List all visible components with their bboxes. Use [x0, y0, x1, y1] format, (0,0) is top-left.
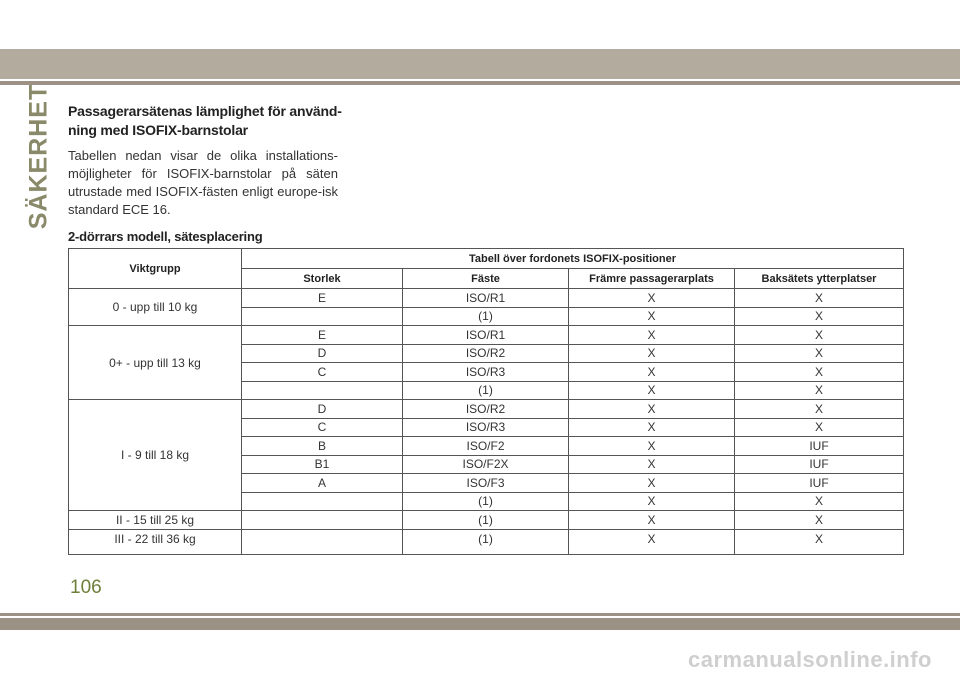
rear-outboard-cell: X: [735, 344, 904, 363]
table-row: [69, 511, 904, 530]
rear-outboard-cell: X: [735, 289, 904, 308]
rear-outboard-cell: X: [735, 363, 904, 382]
size-cell: E: [242, 326, 403, 345]
rear-outboard-cell: X: [735, 492, 904, 511]
header-size: Storlek: [242, 269, 403, 289]
header-rear-outboard: Baksätets ytterplatser: [735, 269, 904, 289]
fixture-cell: ISO/F2X: [403, 455, 569, 474]
size-cell: [242, 511, 403, 530]
fixture-cell: (1): [403, 492, 569, 511]
front-passenger-cell: X: [569, 437, 735, 456]
size-cell: [242, 529, 403, 554]
top-decorative-line: [0, 81, 960, 85]
table-row: [69, 326, 904, 345]
front-passenger-cell: X: [569, 418, 735, 437]
front-passenger-cell: X: [569, 492, 735, 511]
top-decorative-band: [0, 49, 960, 79]
table-row: [69, 400, 904, 419]
rear-outboard-cell: X: [735, 511, 904, 530]
table-row: [69, 529, 904, 554]
intro-paragraph: Tabellen nedan visar de olika installations-möjligheter för ISOFIX-barnstolar på säten utrustade med ISOFIX-fästen enligt europe-isk standard ECE 16.: [68, 148, 338, 217]
bottom-decorative-band: [0, 618, 960, 630]
weight-group-cell: II - 15 till 25 kg: [69, 511, 242, 530]
front-passenger-cell: X: [569, 344, 735, 363]
rear-outboard-cell: IUF: [735, 437, 904, 456]
weight-group-cell: III - 22 till 36 kg: [69, 529, 242, 554]
page-number: 106: [70, 577, 102, 598]
rear-outboard-cell: X: [735, 418, 904, 437]
size-cell: B: [242, 437, 403, 456]
size-cell: [242, 307, 403, 326]
size-cell: D: [242, 344, 403, 363]
rear-outboard-cell: X: [735, 381, 904, 400]
rear-outboard-cell: X: [735, 529, 904, 554]
fixture-cell: ISO/R2: [403, 344, 569, 363]
fixture-cell: ISO/R3: [403, 363, 569, 382]
front-passenger-cell: X: [569, 400, 735, 419]
isofix-table: [68, 248, 904, 555]
size-cell: C: [242, 363, 403, 382]
rear-outboard-cell: IUF: [735, 455, 904, 474]
section-side-tab: [22, 83, 56, 229]
fixture-cell: ISO/F3: [403, 474, 569, 493]
front-passenger-cell: X: [569, 363, 735, 382]
front-passenger-cell: X: [569, 511, 735, 530]
section-side-tab-label: SÄKERHET: [24, 83, 53, 229]
rear-outboard-cell: X: [735, 400, 904, 419]
rear-outboard-cell: IUF: [735, 474, 904, 493]
size-cell: C: [242, 418, 403, 437]
table-row: [69, 289, 904, 308]
weight-group-cell: 0 - upp till 10 kg: [69, 289, 242, 326]
rear-outboard-cell: X: [735, 326, 904, 345]
header-isofix-positions: Tabell över fordonets ISOFIX-positioner: [242, 249, 904, 269]
header-front-passenger: Främre passagerarplats: [569, 269, 735, 289]
fixture-cell: (1): [403, 381, 569, 400]
front-passenger-cell: X: [569, 326, 735, 345]
isofix-table-head: [69, 249, 904, 289]
fixture-cell: ISO/R1: [403, 289, 569, 308]
fixture-cell: (1): [403, 511, 569, 530]
rear-outboard-cell: X: [735, 307, 904, 326]
bottom-decorative-line: [0, 613, 960, 616]
front-passenger-cell: X: [569, 474, 735, 493]
size-cell: [242, 492, 403, 511]
weight-group-cell: I - 9 till 18 kg: [69, 400, 242, 511]
size-cell: E: [242, 289, 403, 308]
fixture-cell: ISO/R2: [403, 400, 569, 419]
fixture-cell: (1): [403, 307, 569, 326]
front-passenger-cell: X: [569, 289, 735, 308]
fixture-cell: ISO/R3: [403, 418, 569, 437]
isofix-table-body: [69, 289, 904, 555]
size-cell: B1: [242, 455, 403, 474]
size-cell: D: [242, 400, 403, 419]
weight-group-cell: 0+ - upp till 13 kg: [69, 326, 242, 400]
fixture-cell: ISO/R1: [403, 326, 569, 345]
size-cell: [242, 381, 403, 400]
watermark: carmanualsonline.info: [688, 647, 932, 672]
section-heading: Passagerarsätenas lämplighet för använd-ning med ISOFIX-barnstolar: [68, 103, 342, 138]
front-passenger-cell: X: [569, 529, 735, 554]
front-passenger-cell: X: [569, 307, 735, 326]
header-fixture: Fäste: [403, 269, 569, 289]
fixture-cell: ISO/F2: [403, 437, 569, 456]
front-passenger-cell: X: [569, 381, 735, 400]
size-cell: A: [242, 474, 403, 493]
front-passenger-cell: X: [569, 455, 735, 474]
table-subheading: 2-dörrars modell, sätesplacering: [68, 229, 263, 244]
fixture-cell: (1): [403, 529, 569, 554]
header-weight-group: Viktgrupp: [69, 249, 242, 289]
